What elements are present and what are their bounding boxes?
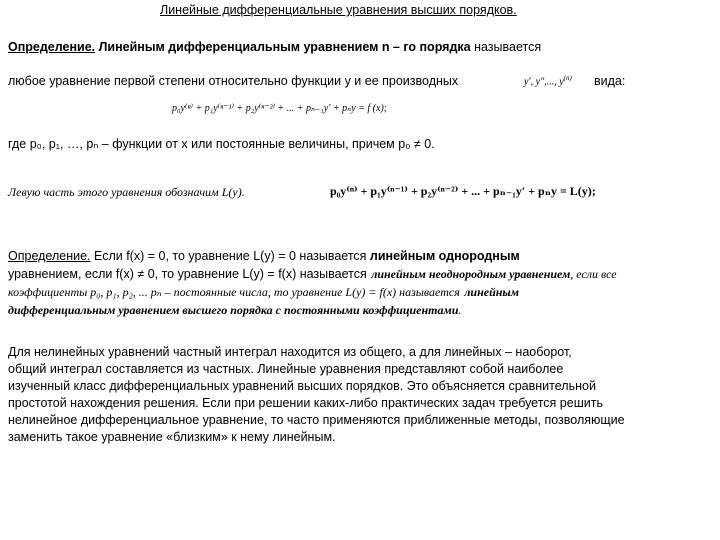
paragraph-line: простотой нахождения решения. Если при решении каких-либо практических задач требуется решить xyxy=(8,396,603,410)
definition-2-line-1 xyxy=(8,248,712,265)
definition-2-text-2: уравнением, если f(x) ≠ 0, то уравнение L(y) = f(x) называется xyxy=(8,267,367,281)
formula-operator: p₀y⁽ⁿ⁾ + p₁y⁽ⁿ⁻¹⁾ + p₂y⁽ⁿ⁻²⁾ + ... + pₙ₋₁y′ + pₙy = L(y); xyxy=(330,184,596,198)
paragraph-line: Для нелинейных уравнений частный интеграл находится из общего, а для линейных – наоборот, xyxy=(8,345,572,359)
paragraph-line: нелинейное дифференциальное уравнение, то часто применяются приближенные методы, позволяющие xyxy=(8,413,625,427)
derivatives-base: y′, y″,..., y xyxy=(524,76,564,88)
definition-2-line-2 xyxy=(8,265,712,283)
definition-2-text-3: коэффициенты p₀, p₁, p₂, ... pₙ – постоянные числа, то уравнение L(y) = f(x) называется xyxy=(8,285,460,299)
definition-1-line xyxy=(8,40,541,54)
definition-2-bold-4: дифференциальным уравнением высшего порядка с постоянными коэффициентами xyxy=(8,303,459,317)
definition-2-bold-1: линейным однородным xyxy=(369,249,520,263)
definition-bold-text: Линейным дифференциальным уравнением n – го порядка xyxy=(98,40,471,54)
paragraph-line: общий интеграл составляется из частных. Линейные уравнения представляют собой наиболее xyxy=(8,362,564,376)
paragraph-line: изученный класс дифференциальных уравнений высших порядков. Это объясняется сравнительной xyxy=(8,379,596,393)
coefficients-note: где p₀, p₁, …, pₙ – функции от x или постоянные величины, причем p₀ ≠ 0. xyxy=(8,137,435,151)
definition-2-bold-2: линейным неоднородным уравнением xyxy=(371,267,571,281)
formula-equation: p₀y⁽ⁿ⁾ + p₁y⁽ⁿ⁻¹⁾ + p₂y⁽ⁿ⁻²⁾ + ... + pₙ₋₁y′ + pₙy = f (x); xyxy=(172,103,388,114)
definition-1-text: любое уравнение первой степени относительно функции y и ее производных xyxy=(8,74,459,88)
definition-2-bold-3: линейным xyxy=(464,285,519,299)
explanation-paragraph xyxy=(8,344,712,446)
derivatives-notation xyxy=(524,74,572,87)
paragraph-line: заменить такое уравнение «близким» к нему линейным. xyxy=(8,430,336,444)
definition-tail: называется xyxy=(474,40,542,54)
definition-2-text-1: Если f(x) = 0, то уравнение L(y) = 0 называется xyxy=(94,249,367,263)
definition-2-line-3 xyxy=(8,283,712,301)
definition-2-block xyxy=(8,248,712,319)
derivatives-sup: (n) xyxy=(563,74,572,82)
definition-1-tail: вида: xyxy=(594,74,626,88)
definition-2-text-2c: , если все xyxy=(570,267,617,281)
left-side-note: Левую часть этого уравнения обозначим L(y). xyxy=(8,185,245,199)
definition-2-line-4 xyxy=(8,301,712,319)
page-title: Линейные дифференциальные уравнения высших порядков. xyxy=(160,3,517,17)
definition-2-end: . xyxy=(458,303,462,317)
definition-2-label: Определение. xyxy=(8,249,91,263)
definition-label: Определение. xyxy=(8,40,96,54)
